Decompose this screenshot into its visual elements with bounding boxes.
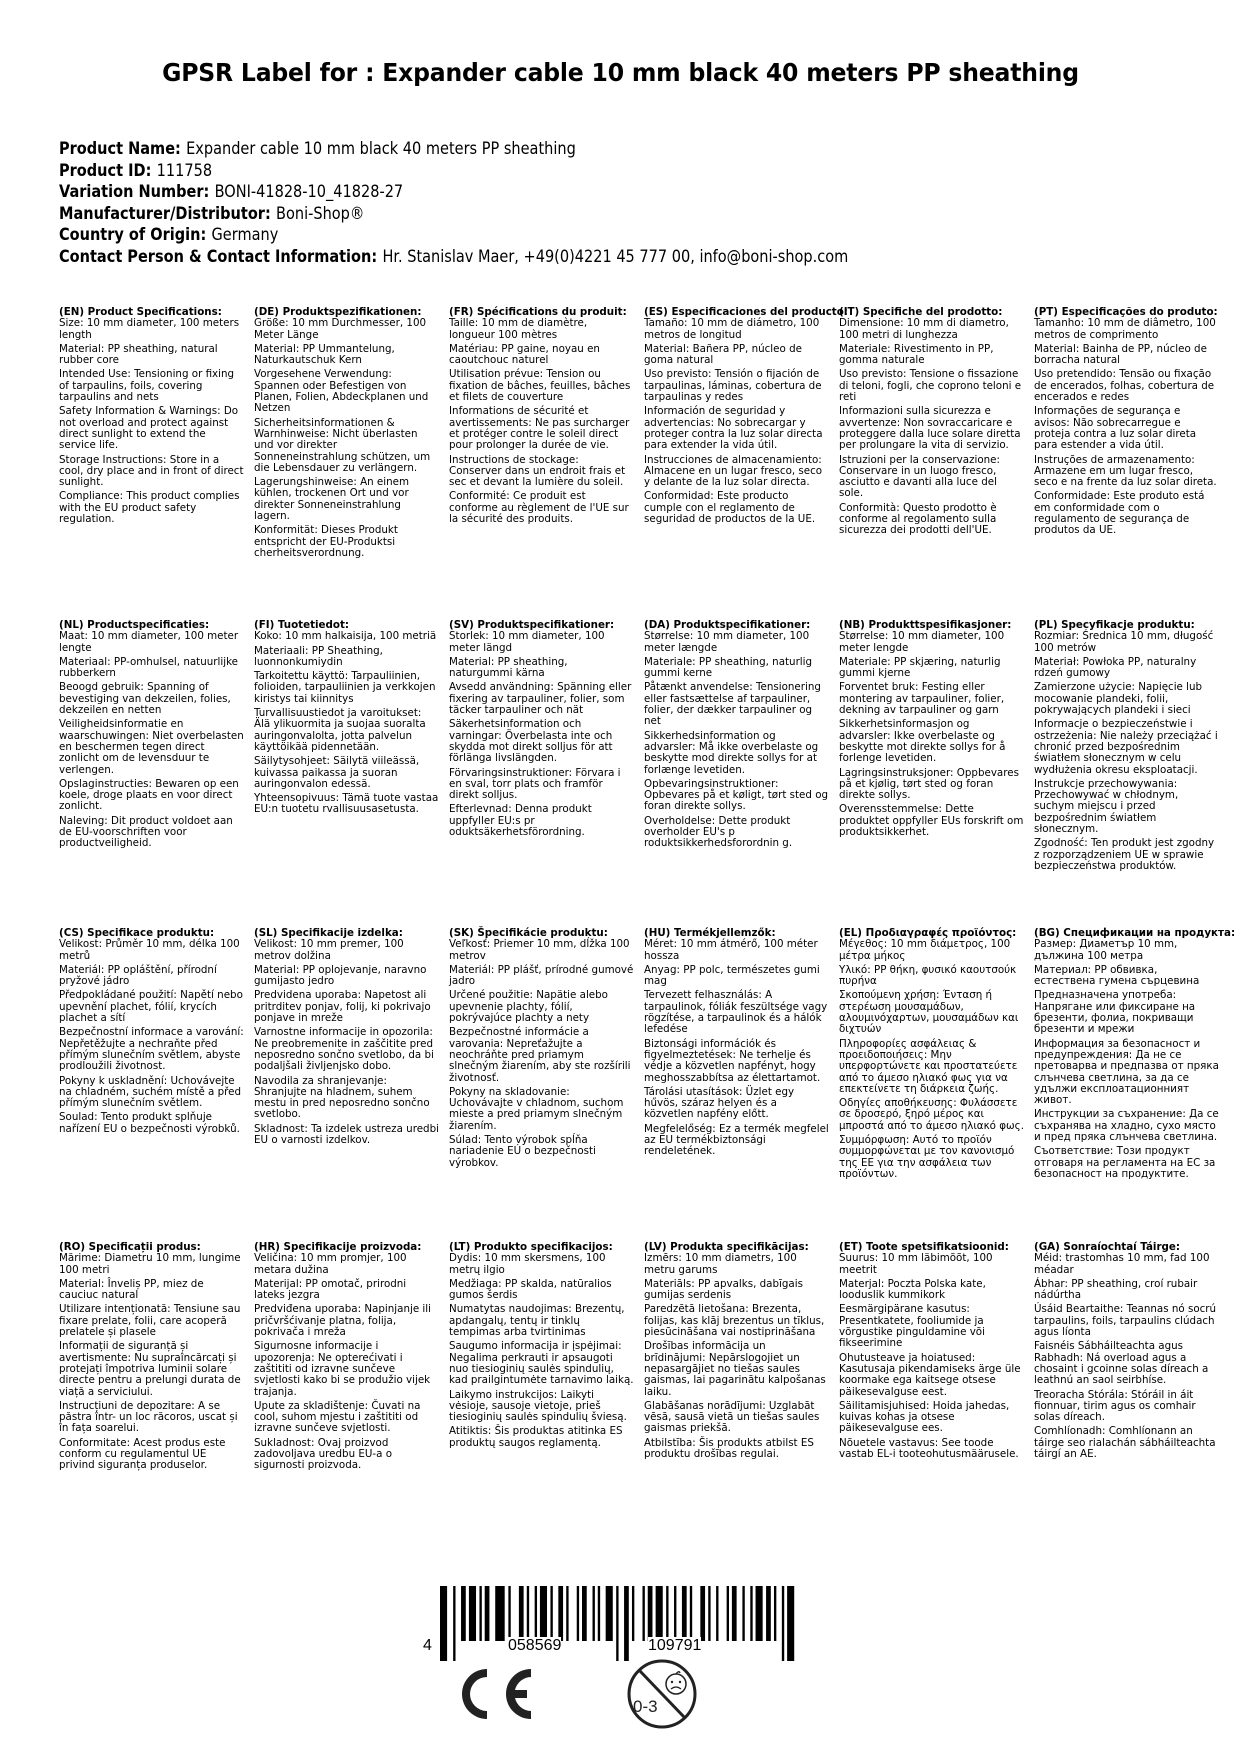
spec-paragraph: Veličina: 10 mm promjer, 100 metara dužina: [254, 1252, 407, 1276]
spec-paragraph: Overholdelse: Dette produkt overholder EU's p roduktsikkerhedsforordnin g.: [644, 814, 793, 850]
spec-paragraph: Material: Bañera PP, núcleo de goma natural: [644, 342, 802, 367]
spec-paragraph: Sikkerhetsinformasjon og advarsler: Ikke overbelaste og beskytte mot direkte sollys for å forlenge levetiden.: [839, 718, 1006, 765]
language-spec-block: [254, 620, 439, 819]
language-spec-block: [59, 1242, 244, 1475]
language-spec-block: [449, 928, 634, 1172]
spec-paragraph: Upute za skladištenje: Čuvati na cool, suhom mjestu i zaštititi od izravne sunčeve svjetlosti.: [254, 1399, 421, 1435]
spec-paragraph: Информация за безопасност и предупреждения: Да не се претоварва и предпазва от пряка слънчева светлина, за да се удължи експлоатационният живот.: [1034, 1037, 1219, 1107]
spec-paragraph: Materiaali: PP Sheathing, luonnonkumiydin: [254, 644, 383, 668]
language-spec-block: [59, 307, 244, 528]
spec-paragraph: Tamaño: 10 mm de diámetro, 100 metros de longitud: [644, 317, 820, 341]
spec-paragraph: Tarkoitettu käyttö: Tarpauliinien, folioiden, tarpauliinien ja verkkojen kiristys tai kiinnitys: [254, 670, 436, 705]
country-of-origin: Germany: [211, 225, 279, 244]
spec-paragraph: Tárolási utasítások: Üzlet egy hűvös, száraz helyen és a közvetlen napfény előtt.: [644, 1085, 795, 1121]
spec-paragraph: Materiál: PP plášť, prírodné gumové jadro: [449, 963, 634, 988]
spec-paragraph: Förvaringsinstruktioner: Förvara i en sval, torr plats och framför direkt solljus.: [449, 766, 621, 802]
spec-paragraph: Συμμόρφωση: Αυτό το προϊόν συμμορφώνεται με τον κανονισμό της ΕΕ για την ασφάλεια των προϊόντων.: [839, 1134, 1015, 1180]
spec-paragraph: Instruções de armazenamento: Armazene em um lugar fresco, seco e na frente da luz solar direta.: [1034, 453, 1217, 489]
spec-heading: (LV) Produkta specifikācijas:: [644, 1241, 809, 1253]
spec-paragraph: Utilizare intenționată: Tensiune sau fixare prelate, folii, care acoperă prelatele și plasele: [59, 1303, 241, 1339]
spec-paragraph: Medžiaga: PP skalda, natūralios gumos šerdis: [449, 1277, 612, 1302]
spec-paragraph: Størrelse: 10 mm diameter, 100 meter lengde: [839, 630, 1005, 654]
spec-paragraph: Οδηγίες αποθήκευσης: Φυλάσσετε σε δροσερό, ξηρό μέρος και μπροστά από το άμεσο ηλιακό φως.: [839, 1097, 1024, 1132]
spec-paragraph: Informations de sécurité et avertissements: Ne pas surcharger et protéger contre le soleil direct pour prolonger la durée de vie.: [449, 405, 630, 452]
spec-paragraph: Laikymo instrukcijos: Laikyti vėsioje, sausoje vietoje, prieš tiesioginių saulės spindulių šviesą.: [449, 1388, 627, 1424]
manufacturer: Boni-Shop®: [276, 203, 365, 223]
spec-paragraph: Ohutusteave ja hoiatused: Kasutusaja pikendamiseks ärge üle koormake ega kaitsege otsese päikesevalguse eest.: [839, 1351, 1021, 1398]
contact-info: Hr. Stanislav Maer, +49(0)4221 45 777 00, info@boni-shop.com: [382, 246, 849, 266]
language-spec-block: [59, 620, 244, 853]
spec-paragraph: Izmērs: 10 mm diametrs, 100 metru garums: [644, 1252, 797, 1276]
language-spec-block: [254, 307, 439, 562]
spec-paragraph: Pokyny na skladovanie: Uchovávajte v chladnom, suchom mieste a pred priamym slnečným žiarením.: [449, 1085, 624, 1132]
spec-paragraph: Mărime: Diametru 10 mm, lungime 100 metri: [59, 1252, 241, 1276]
spec-paragraph: Numatytas naudojimas: Brezentų, apdangalų, tentų ir tinklų tempimas arba tvirtinimas: [449, 1303, 625, 1339]
spec-paragraph: Säilytysohjeet: Säilytä viileässä, kuivassa paikassa ja suoran auringonvalon edessä.: [254, 755, 420, 790]
spec-paragraph: Instrukcje przechowywania: Przechowywać w chłodnym, suchym miejscu i przed bezpośrednim światłem słonecznym.: [1034, 777, 1179, 836]
spec-paragraph: Informações de segurança e avisos: Não sobrecarregue e proteja contra a luz solar direta para estender a vida útil.: [1034, 405, 1197, 452]
language-spec-block: [644, 620, 829, 853]
spec-paragraph: Predviđena uporaba: Napinjanje ili pričvršćivanje platna, folija, pokrivača i mreža: [254, 1303, 432, 1339]
spec-paragraph: Maat: 10 mm diameter, 100 meter lengte: [59, 630, 239, 654]
spec-paragraph: Předpokládané použití: Napětí nebo upevnění plachet, fólií, krycích plachet a sítí: [59, 989, 243, 1025]
spec-heading: (ET) Toote spetsifikatsioonid:: [839, 1241, 1009, 1253]
spec-paragraph: Size: 10 mm diameter, 100 meters length: [59, 317, 240, 341]
spec-heading: (EN) Product Specifications:: [59, 306, 222, 318]
spec-paragraph: Safety Information & Warnings: Do not overload and protect against direct sunlight to extend the service life.: [59, 405, 239, 452]
product-name: Expander cable 10 mm black 40 meters PP sheathing: [186, 139, 576, 158]
spec-paragraph: Bezpečnostní informace a varování: Nepřetěžujte a nechraňte před přímým slunečním světlem, abyste prodloužili životnost.: [59, 1026, 244, 1073]
spec-paragraph: Dydis: 10 mm skersmens, 100 metrų ilgio: [449, 1252, 606, 1276]
spec-paragraph: Bezpečnostné informácie a varovania: Nepreťažujte a neochráňte pred priamym slnečným žiarením, aby ste rozšírili životnosť.: [449, 1026, 631, 1084]
spec-heading: (SL) Specifikacije izdelka:: [254, 927, 403, 939]
spec-paragraph: Treoracha Stórála: Stóráil in áit fionnuar, tirim agus os comhair solas díreach.: [1034, 1388, 1196, 1424]
barcode-lead-digit: 4: [423, 1637, 432, 1654]
spec-paragraph: Conformità: Questo prodotto è conforme al regolamento sulla sicurezza dei prodotti dell'UE.: [839, 501, 997, 537]
spec-paragraph: Turvallisuustiedot ja varoitukset: Älä ylikuormita ja suojaa suoralta auringonvalolta, jotta palvelun käyttöikää pidennetään.: [254, 707, 426, 753]
spec-paragraph: Súlad: Tento výrobok spĺňa nariadenie EÚ o bezpečnosti výrobkov.: [449, 1134, 596, 1169]
spec-paragraph: Größe: 10 mm Durchmesser, 100 Meter Länge: [254, 317, 427, 341]
spec-paragraph: Forventet bruk: Festing eller montering av tarpauliner, folier, dekning av tarpauliner og garn: [839, 681, 1005, 717]
variation-number: BONI-41828-10_41828-27: [214, 182, 404, 201]
spec-paragraph: Información de seguridad y advertencias: No sobrecargar y proteger contra la luz solar directa para extender la vida útil.: [644, 405, 823, 452]
spec-paragraph: Materiale: PP skjæring, naturlig gummi kjerne: [839, 655, 1001, 680]
spec-paragraph: Zgodność: Ten produkt jest zgodny z rozporządzeniem UE w sprawie bezpieczeństwa produktów.: [1034, 837, 1215, 872]
spec-heading: (NB) Produkttspesifikasjoner:: [839, 619, 1012, 631]
spec-paragraph: Matériau: PP gaine, noyau en caoutchouc naturel: [449, 342, 600, 367]
language-spec-block: [254, 1242, 439, 1475]
spec-paragraph: Πληροφορίες ασφάλειας & προειδοποιήσεις: Μην υπερφορτώνετε και προστατεύετε από το άμεσο ηλιακό φως για να επεκτείνετε τη διάρκεια ζωής.: [839, 1037, 1018, 1095]
spec-paragraph: Yhteensopivuus: Tämä tuote vastaa EU:n tuotetu rvallisuusasetusta.: [254, 792, 439, 816]
language-spec-block: [59, 928, 244, 1138]
spec-paragraph: Sicherheitsinformationen & Warnhinweise: Nicht überlasten und vor direkter Sonneneinstrahlung schützen, um die Lebensdauer zu verlängern.: [254, 416, 431, 474]
spec-paragraph: Ábhar: PP sheathing, croí rubair nádúrtha: [1034, 1277, 1198, 1302]
product-id: 111758: [156, 160, 213, 180]
language-spec-block: [449, 1242, 634, 1452]
spec-paragraph: Megfelelőség: Ez a termék megfelel az EU termékbiztonsági rendeletének.: [644, 1122, 829, 1158]
spec-paragraph: Materiale: PP sheathing, naturlig gummi kerne: [644, 655, 813, 680]
language-spec-block: [1034, 307, 1219, 540]
spec-heading: (HU) Termékjellemzők:: [644, 927, 776, 939]
spec-paragraph: Uso pretendido: Tensão ou fixação de encerados, folhas, cobertura de encerados e redes: [1034, 368, 1215, 404]
spec-paragraph: Materjal: Poczta Polska kate, looduslik kummikork: [839, 1277, 986, 1302]
spec-heading: (SK) Špecifikácie produktu:: [449, 927, 608, 939]
spec-paragraph: Dimensione: 10 mm di diametro, 100 metri di lunghezza: [839, 317, 1009, 341]
spec-paragraph: Velikost: Průměr 10 mm, délka 100 metrů: [59, 938, 240, 962]
spec-paragraph: Uso previsto: Tensione o fissazione di teloni, fogli, che coprono teloni e reti: [839, 368, 1022, 404]
spec-paragraph: Säkerhetsinformation och varningar: Överbelasta inte och skydda mot direkt solljus för att förlänga livslängden.: [449, 718, 613, 765]
spec-paragraph: Anyag: PP polc, természetes gumi mag: [644, 963, 820, 988]
language-spec-block: [839, 620, 1024, 841]
country-of-origin-row: [59, 224, 848, 246]
spec-paragraph: Materiál: PP opláštění, přírodní pryžové jádro: [59, 963, 217, 988]
language-spec-block: [1034, 620, 1219, 875]
spec-paragraph: Material: PP sheathing, naturgummi kärna: [449, 655, 568, 680]
spec-paragraph: Opslaginstructies: Bewaren op een koele, droge plaats en voor direct zonlicht.: [59, 777, 239, 813]
spec-paragraph: Materiale: Rivestimento in PP, gomma naturale: [839, 342, 994, 367]
spec-paragraph: Zamierzone użycie: Napięcie lub mocowanie plandeki, folii, pokrywających plandeki i sieci: [1034, 681, 1203, 717]
spec-heading: (GA) Sonraíochtaí Táirge:: [1034, 1241, 1181, 1253]
language-spec-block: [1034, 927, 1236, 1183]
language-spec-block: [449, 620, 634, 841]
spec-paragraph: Размер: Диаметър 10 mm, дължина 100 метра: [1034, 938, 1178, 962]
spec-paragraph: Μέγεθος: 10 mm διάμετρος, 100 μέτρα μήκος: [839, 938, 1011, 962]
spec-heading: (FI) Tuotetiedot:: [254, 619, 349, 631]
spec-paragraph: Velikost: 10 mm premer, 100 metrov dolžina: [254, 938, 404, 962]
spec-paragraph: Material: PP sheathing, natural rubber core: [59, 342, 218, 367]
spec-paragraph: Material: Înveliș PP, miez de cauciuc natural: [59, 1277, 204, 1302]
spec-paragraph: Предназначена употреба: Напрягане или фиксиране на брезенти, фолиа, покриващи брезенти и мрежи: [1034, 989, 1196, 1036]
spec-paragraph: Material: Bainha de PP, núcleo de borracha natural: [1034, 342, 1207, 367]
spec-paragraph: Predvidena uporaba: Napetost ali pritrditev ponjav, folij, ki pokrivajo ponjave in mreže: [254, 989, 431, 1025]
spec-paragraph: Utilisation prévue: Tension ou fixation de bâches, feuilles, bâches et filets de couverture: [449, 368, 631, 404]
spec-heading: (PT) Especificações do produto:: [1034, 306, 1218, 318]
spec-heading: (DE) Produktspezifikationen:: [254, 306, 422, 318]
spec-paragraph: Säilitamisjuhised: Hoida jahedas, kuivas kohas ja otsese päikesevalguse ees.: [839, 1399, 1010, 1435]
label: Contact Person & Contact Information:: [59, 246, 378, 266]
spec-paragraph: Materijal: PP omotač, prirodni lateks jezgra: [254, 1277, 407, 1302]
language-spec-block: [644, 928, 829, 1161]
spec-heading: (HR) Specifikacije proizvoda:: [254, 1241, 422, 1253]
spec-paragraph: Инструкции за съхранение: Да се съхранява на хладно, сухо място и пред пряка слънчева светлина.: [1034, 1108, 1219, 1144]
spec-heading: (CS) Specifikace produktu:: [59, 927, 215, 939]
spec-paragraph: Nõuetele vastavus: See toode vastab EL-i tooteohutusmäärusele.: [839, 1436, 1019, 1461]
spec-paragraph: Eesmärgipärane kasutus: Presentkatete, fooliumide ja võrgustike pinguldamine või fikseerimine: [839, 1303, 985, 1350]
spec-paragraph: Istruzioni per la conservazione: Conservare in un luogo fresco, asciutto e davanti alla luce del sole.: [839, 453, 1000, 500]
spec-paragraph: Tamanho: 10 mm de diâmetro, 100 metros de comprimento: [1034, 317, 1216, 341]
spec-heading: (PL) Specyfikacje produktu:: [1034, 619, 1195, 631]
spec-paragraph: Material: PP oplojevanje, naravno gumijasto jedro: [254, 963, 427, 988]
spec-paragraph: Instrucciones de almacenamiento: Almacene en un lugar fresco, seco y delante de la luz solar directa.: [644, 453, 823, 489]
language-spec-block: [839, 1242, 1024, 1463]
spec-paragraph: Atitiktis: Šis produktas atitinka ES produktų saugos reglamentą.: [449, 1425, 623, 1449]
spec-paragraph: Sikkerhedsinformation og advarsler: Må ikke overbelaste og beskytte mod direkte sollys for at forlænge levetiden.: [644, 729, 819, 776]
spec-paragraph: Méret: 10 mm átmérő, 100 méter hossza: [644, 938, 818, 962]
spec-paragraph: Rozmiar: Średnica 10 mm, długość 100 metrów: [1034, 630, 1214, 654]
spec-paragraph: Uso previsto: Tensión o fijación de tarpaulinas, láminas, cobertura de tarpaulinas y redes: [644, 368, 822, 404]
spec-paragraph: Σκοπούμενη χρήση: Ένταση ή στερέωση μουσαμάδων, αλουμινόχαρτων, μουσαμάδων και διχτυών: [839, 989, 1019, 1036]
spec-paragraph: Compliance: This product complies with the EU product safety regulation.: [59, 490, 240, 526]
spec-heading: (RO) Specificații produs:: [59, 1241, 201, 1253]
contact-row: [59, 246, 848, 268]
spec-paragraph: Conformidad: Este producto cumple con el reglamento de seguridad de productos de la UE.: [644, 490, 816, 526]
spec-paragraph: Efterlevnad: Denna produkt uppfyller EU:s pr oduktsäkerhetsförordning.: [449, 803, 592, 839]
spec-heading: (NL) Productspecificaties:: [59, 619, 210, 631]
spec-paragraph: Tervezett felhasználás: A tarpaulinok, fóliák feszültsége vagy rögzítése, a tarpaulinok és a hálók lefedése: [644, 989, 828, 1036]
svg-text:0-3: 0-3: [633, 1697, 658, 1716]
variation-number-row: [59, 181, 848, 203]
ce-mark-icon: [453, 1665, 535, 1723]
spec-paragraph: Conformitate: Acest produs este conform cu regulamentul UE privind siguranța produselor.: [59, 1436, 226, 1472]
spec-paragraph: Conformidade: Este produto está em conformidade com o regulamento de segurança de produtos da UE.: [1034, 490, 1205, 537]
spec-paragraph: Skladnost: Ta izdelek ustreza uredbi EU o varnosti izdelkov.: [254, 1122, 439, 1147]
language-spec-block: [839, 307, 1024, 540]
product-id-row: [59, 160, 848, 182]
spec-paragraph: Taille: 10 mm de diamètre, longueur 100 mètres: [449, 317, 588, 341]
spec-paragraph: Veľkosť: Priemer 10 mm, dĺžka 100 metrov: [449, 938, 630, 962]
spec-paragraph: Varnostne informacije in opozorila: Ne preobremenite in zaščitite pred neposredno sončno svetlobo, da bi podaljšali življenjsko dobo.: [254, 1026, 434, 1073]
spec-paragraph: Conformité: Ce produit est conforme au règlement de l'UE sur la sécurité des produits.: [449, 490, 629, 526]
spec-heading: (SV) Produktspecifikationer:: [449, 619, 615, 631]
spec-paragraph: Atbilstība: Šis produkts atbilst ES produktu drošības regulai.: [644, 1436, 814, 1461]
ean-barcode: [440, 1586, 795, 1661]
spec-paragraph: Instrucțiuni de depozitare: A se păstra într- un loc răcoros, uscat și în fața soarelui.: [59, 1399, 238, 1435]
spec-paragraph: Glabāšanas norādījumi: Uzglabāt vēsā, sausā vietā un tiešas saules gaismas priekšā.: [644, 1399, 820, 1435]
language-spec-block: [839, 928, 1024, 1183]
product-info: [59, 138, 956, 267]
label: Country of Origin:: [59, 225, 207, 244]
label: Variation Number:: [59, 182, 210, 201]
spec-paragraph: Informazioni sulla sicurezza e avvertenze: Non sovraccaricare e proteggere dalla luce solare diretta per prolungare la vita di servizio.: [839, 405, 1021, 452]
spec-paragraph: Saugumo informacija ir įspėjimai: Negalima perkrauti ir apsaugoti nuo tiesioginių saulės spindulių, kad prailgintumėte tarnavimo laiką.: [449, 1340, 634, 1387]
language-spec-block: [449, 307, 634, 528]
spec-paragraph: Storage Instructions: Store in a cool, dry place and in front of direct sunlight.: [59, 453, 244, 489]
spec-paragraph: Υλικό: PP θήκη, φυσικό καουτσούκ πυρήνα: [839, 963, 1017, 988]
spec-paragraph: Paredzētā lietošana: Brezenta, folijas, kas klāj brezentus un tīklus, piesūcināšana vai nostiprināšana: [644, 1303, 825, 1339]
spec-heading: (ES) Especificaciones del producto:: [644, 306, 848, 318]
spec-paragraph: Avsedd användning: Spänning eller fixering av tarpauliner, folier, som täcker tarpauliner och nät: [449, 681, 632, 717]
spec-paragraph: Úsáid Beartaithe: Teannas nó socrú tarpaulins, foils, tarpaulins clúdach agus líonta: [1034, 1303, 1217, 1339]
spec-paragraph: Faisnéis Sábháilteachta agus Rabhadh: Ná overload agus a chosaint i gcoinne solas díreach a leathnú an saol seirbhíse.: [1034, 1340, 1209, 1387]
spec-heading: (BG) Спецификации на продукта:: [1034, 927, 1236, 939]
page-title: GPSR Label for : Expander cable 10 mm black 40 meters PP sheathing: [162, 58, 1079, 87]
spec-paragraph: Съответствие: Този продукт отговаря на регламента на ЕС за безопасност на продуктите.: [1034, 1145, 1216, 1180]
spec-heading: (FR) Spécifications du produit:: [449, 306, 627, 318]
spec-paragraph: Lagerungshinweise: An einem kühlen, trockenen Ort und vor direkter Sonneneinstrahlung lagern.: [254, 476, 410, 523]
not-for-children-0-3-icon: [625, 1657, 699, 1731]
language-spec-block: [644, 1242, 829, 1463]
spec-paragraph: Sukladnost: Ovaj proizvod zadovoljava uredbu EU-a o sigurnosti proizvoda.: [254, 1436, 393, 1472]
barcode-right-digits: 109791: [648, 1637, 702, 1654]
spec-paragraph: Biztonsági információk és figyelmeztetések: Ne terhelje és védje a közvetlen napfényt, hogy meghosszabbítsa az élettartamot.: [644, 1037, 821, 1084]
spec-paragraph: Instructions de stockage: Conserver dans un endroit frais et sec et devant la lumière du soleil.: [449, 453, 626, 489]
spec-paragraph: Størrelse: 10 mm diameter, 100 meter længde: [644, 630, 810, 654]
spec-paragraph: Storlek: 10 mm diameter, 100 meter längd: [449, 630, 605, 654]
spec-paragraph: Suurus: 10 mm läbimõõt, 100 meetrit: [839, 1252, 993, 1276]
label: Product Name:: [59, 139, 181, 158]
spec-heading: (LT) Produkto specifikacijos:: [449, 1241, 613, 1253]
manufacturer-row: [59, 203, 848, 225]
spec-paragraph: Informacje o bezpieczeństwie i ostrzeżenia: Nie należy przeciążać i chronić przed bezpośrednim światłem słonecznym w celu wydłużenia okresu eksploatacji.: [1034, 718, 1218, 776]
spec-paragraph: Vorgesehene Verwendung: Spannen oder Befestigen von Planen, Folien, Abdeckplanen und Netzen: [254, 368, 429, 415]
spec-paragraph: Materiał: Powłoka PP, naturalny rdzeń gumowy: [1034, 655, 1197, 680]
spec-paragraph: Méid: trastomhas 10 mm, fad 100 méadar: [1034, 1252, 1210, 1276]
spec-paragraph: Material: PP Ummantelung, Naturkautschuk Kern: [254, 342, 395, 367]
label: Manufacturer/Distributor:: [59, 203, 271, 223]
spec-paragraph: Naleving: Dit product voldoet aan de EU-voorschriften voor productveiligheid.: [59, 814, 233, 850]
spec-heading: (IT) Specifiche del prodotto:: [839, 306, 1003, 318]
spec-paragraph: Soulad: Tento produkt splňuje nařízení EU o bezpečnosti výrobků.: [59, 1111, 240, 1135]
spec-paragraph: Materiāls: PP apvalks, dabīgais gumijas serdenis: [644, 1277, 803, 1302]
spec-paragraph: Veiligheidsinformatie en waarschuwingen: Niet overbelasten en beschermen tegen direct zonlicht om de levensduur te verlengen.: [59, 718, 244, 776]
spec-heading: (DA) Produktspecifikationer:: [644, 619, 811, 631]
spec-paragraph: Určené použitie: Napätie alebo upevnenie plachty, fólií, pokrývajúce plachty a nety: [449, 989, 608, 1025]
spec-paragraph: Navodila za shranjevanje: Shranjujte na hladnem, suhem mestu in pred neposredno sončno svetlobo.: [254, 1074, 430, 1121]
spec-heading: (EL) Προδιαγραφές προϊόντος:: [839, 927, 1017, 939]
spec-paragraph: Beoogd gebruik: Spanning of bevestiging van dekzeilen, folies, dekzeilen en netten: [59, 681, 231, 717]
spec-paragraph: Koko: 10 mm halkaisija, 100 metriä: [254, 630, 437, 643]
spec-paragraph: Pokyny k uskladnění: Uchovávejte na chladném, suchém místě a před přímým slunečním světlem.: [59, 1074, 242, 1110]
spec-paragraph: Lagringsinstruksjoner: Oppbevares på et kjølig, tørt sted og foran direkte sollys.: [839, 766, 1019, 802]
language-spec-block: [1034, 1242, 1219, 1463]
spec-paragraph: Materiaal: PP-omhulsel, natuurlijke rubberkern: [59, 655, 239, 680]
spec-paragraph: Drošības informācija un brīdinājumi: Nepārslogojiet un nepasargājiet no tiešas saules gaismas, lai pagarinātu kalpošanas laiku.: [644, 1340, 826, 1398]
language-spec-block: [644, 306, 848, 528]
spec-paragraph: Overensstemmelse: Dette produktet oppfyller EUs forskrift om produktsikkerhet.: [839, 803, 1024, 839]
barcode-left-digits: 058569: [508, 1637, 562, 1654]
spec-paragraph: Comhlíonadh: Comhlíonann an táirge seo rialachán sábháilteachta táirgí an AE.: [1034, 1425, 1216, 1461]
spec-paragraph: Материал: PP обвивка, естествена гумена сърцевина: [1034, 963, 1200, 988]
language-spec-block: [254, 928, 439, 1149]
spec-paragraph: Konformität: Dieses Produkt entspricht der EU-Produktsi cherheitsverordnung.: [254, 524, 398, 559]
spec-paragraph: Informații de siguranță și avertismente: Nu supraîncărcați și protejați împotriva luminii solare directe pentru a prelungi durata de viață a serviciului.: [59, 1340, 241, 1398]
label: Product ID:: [59, 160, 152, 180]
spec-paragraph: Opbevaringsinstruktioner: Opbevares på et køligt, tørt sted og foran direkte sollys.: [644, 777, 829, 813]
spec-paragraph: Intended Use: Tensioning or fixing of tarpaulins, foils, covering tarpaulins and nets: [59, 368, 235, 404]
spec-paragraph: Påtænkt anvendelse: Tensionering eller fastsættelse af tarpauliner, folier, der dækker tarpauliner og net: [644, 681, 821, 728]
product-name-row: [59, 138, 848, 160]
spec-paragraph: Sigurnosne informacije i upozorenja: Ne opterećivati i zaštititi od izravne sunčeve svjetlosti kako bi se produžio vijek trajanja.: [254, 1340, 431, 1398]
